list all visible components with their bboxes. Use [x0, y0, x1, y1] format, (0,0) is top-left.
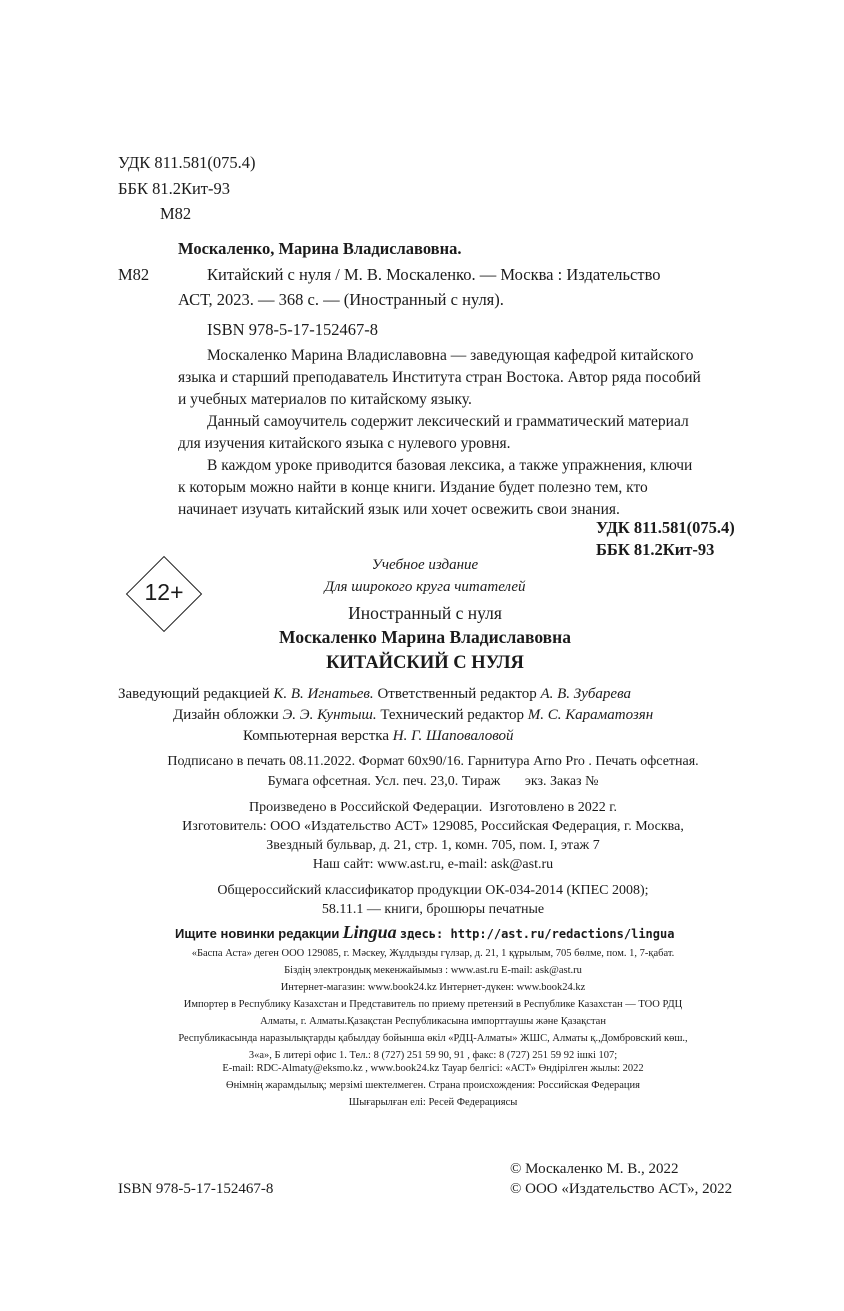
lingua-line	[175, 922, 674, 943]
print-line1: Подписано в печать 08.11.2022. Формат 60х90/16. Гарнитура Arno Pro . Печать офсетная.	[167, 754, 699, 769]
author-mark: М82	[160, 204, 192, 223]
footer-isbn: ISBN 978-5-17-152467-8	[118, 1181, 274, 1197]
annotation-p3-l3: начинает изучать китайский язык или хочет освежить свои знания.	[178, 501, 620, 518]
annotation-p3-l2: к которым можно найти в конце книги. Издание будет полезно тем, кто	[178, 479, 648, 496]
kz-line6: Республикасында наразылықтарды қабылдау бойынша өкіл «РДЦ-Алматы» ЖШС, Алматы қ.,Домбровский көш.,	[178, 1033, 688, 1044]
annotation-p1-l3: и учебных материалов по китайскому языку.	[178, 391, 472, 408]
manufacturer-line4: Наш сайт: www.ast.ru, e-mail: ask@ast.ru	[312, 857, 554, 872]
credit-label: Заведующий редакцией	[118, 686, 270, 702]
catalog-mark: М82	[118, 265, 150, 284]
copyright-publisher: © ООО «Издательство АСТ», 2022	[510, 1181, 733, 1197]
bbk-code: ББК 81.2Кит-93	[118, 179, 230, 198]
annotation-p2-l1: Данный самоучитель содержит лексический и грамматический материал	[207, 413, 689, 430]
kz-line10: Шығарылған елі: Ресей Федерациясы	[348, 1097, 518, 1108]
kz-line7: 3«а», Б литері офис 1. Тел.: 8 (727) 251 59 90, 91 , факс: 8 (727) 251 59 92 ішкі 107;	[248, 1050, 618, 1061]
catalog-title-line2: АСТ, 2023. — 368 с. — (Иностранный с нуля).	[178, 290, 504, 309]
credits-line3	[243, 728, 514, 745]
kz-line3: Интернет-магазин: www.book24.kz Интернет-дүкен: www.book24.kz	[280, 982, 586, 993]
annotation-p2-l2: для изучения китайского языка с нулевого уровня.	[178, 435, 511, 452]
lingua-before-text: Ищите новинки редакции	[175, 926, 340, 941]
print-line2: Бумага офсетная. Усл. печ. 23,0. Тираж экз. Заказ №	[267, 774, 599, 789]
kz-line4: Импортер в Республику Казахстан и Представитель по приему претензий в Республике Казахстан — ТОО РДЦ	[183, 999, 683, 1010]
edition-author: Москаленко Марина Владиславовна	[279, 627, 571, 647]
credit-name: А. В. Зубарева	[540, 686, 631, 702]
kz-line2: Біздің электрондық мекенжайымыз : www.ast.ru E-mail: ask@ast.ru	[284, 965, 582, 976]
annotation-p1-l2: языка и старший преподаватель Института стран Востока. Автор ряда пособий	[178, 369, 701, 386]
copyright-author: © Москаленко М. В., 2022	[510, 1161, 679, 1177]
credits-line1	[118, 686, 631, 703]
credit-label: Технический редактор	[380, 707, 524, 723]
age-rating-label: 12+	[144, 579, 184, 605]
udk-code: УДК 811.581(075.4)	[118, 153, 256, 172]
kz-line1: «Баспа Аста» деген ООО 129085, г. Мәскеу, Жұлдызды гүлзар, д. 21, 1 құрылым, 705 бөлме, пом. 1, 7-қабат.	[191, 948, 675, 959]
kz-line5: Алматы, г. Алматы.Қазақстан Республикасына импорттаушы және Қазақстан	[260, 1016, 606, 1027]
credit-name: М. С. Караматозян	[527, 707, 654, 723]
lingua-logo: Lingua	[342, 922, 397, 942]
catalog-author: Москаленко, Марина Владиславовна.	[178, 239, 462, 258]
lingua-after-text: здесь: http://ast.ru/redactions/lingua	[399, 927, 675, 941]
series-name: Иностранный с нуля	[348, 603, 502, 623]
credits-line2	[173, 707, 653, 724]
credit-label: Ответственный редактор	[377, 686, 537, 702]
annotation-p1-l1: Москаленко Марина Владиславовна — заведующая кафедрой китайского	[207, 347, 694, 364]
classifier-line1: Общероссийский классификатор продукции ОК-034-2014 (КПЕС 2008);	[217, 883, 649, 898]
credit-label: Компьютерная верстка	[243, 728, 389, 744]
edition-title: КИТАЙСКИЙ С НУЛЯ	[326, 653, 524, 673]
catalog-isbn: ISBN 978-5-17-152467-8	[207, 320, 378, 339]
udk-right: УДК 811.581(075.4)	[596, 518, 735, 537]
manufacturer-line1: Произведено в Российской Федерации. Изготовлено в 2022 г.	[249, 800, 617, 815]
manufacturer-line2: Изготовитель: ООО «Издательство АСТ» 129085, Российская Федерация, г. Москва,	[182, 819, 684, 834]
classifier-line2: 58.11.1 — книги, брошюры печатные	[321, 902, 545, 917]
annotation-p3-l1: В каждом уроке приводится базовая лексика, а также упражнения, ключи	[207, 457, 693, 474]
kz-line8: E-mail: RDC-Almaty@eksmo.kz , www.book24.kz Тауар белгісі: «АСТ» Өндірілген жылы: 2022	[222, 1063, 644, 1074]
manufacturer-line3: Звездный бульвар, д. 21, стр. 1, комн. 705, пом. I, этаж 7	[266, 838, 600, 853]
credit-label: Дизайн обложки	[173, 707, 279, 723]
edition-audience: Для широкого круга читателей	[324, 579, 526, 595]
bbk-right: ББК 81.2Кит-93	[596, 540, 715, 559]
catalog-title-line1: Китайский с нуля / М. В. Москаленко. — Москва : Издательство	[207, 265, 661, 284]
credit-name: Н. Г. Шаповаловой	[392, 728, 514, 744]
kz-line9: Өнімнің жарамдылық; мерзімі шектелмеген. Страна происхождения: Российская Федерация	[225, 1080, 640, 1091]
credit-name: К. В. Игнатьев.	[273, 686, 374, 702]
edition-type: Учебное издание	[371, 557, 479, 573]
credit-name: Э. Э. Кунтыш.	[282, 707, 377, 723]
